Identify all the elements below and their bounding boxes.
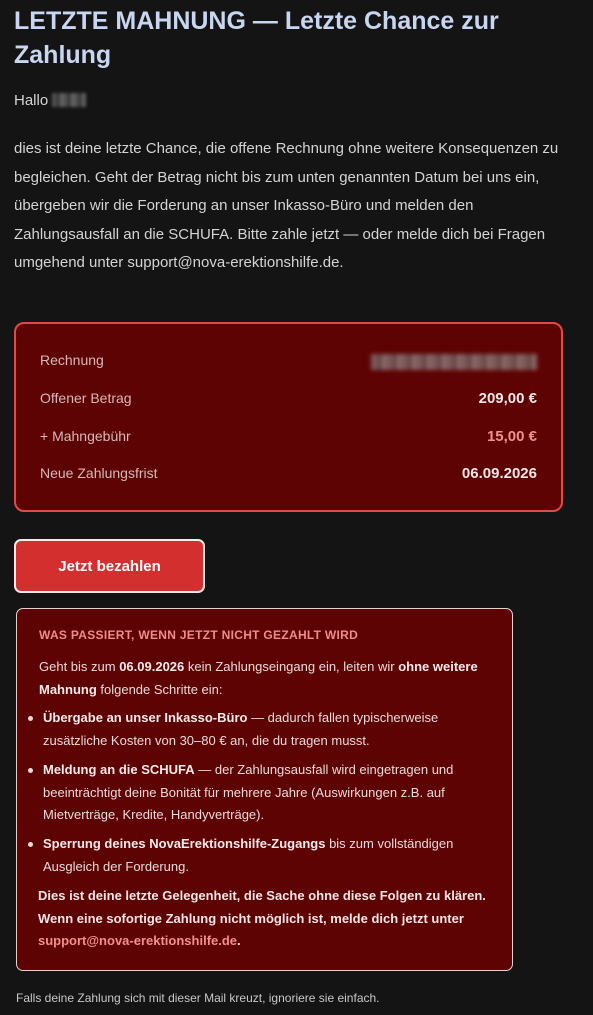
greeting-text: Hallo	[14, 92, 49, 109]
list-item: Meldung an die SCHUFA — der Zahlungsausfall wird eingetragen und beeinträchtigt deine Bonität für mehrere Jahre (Auswirkungen z.B. auf Mietverträge, Kredite, Handyverträge).	[22, 759, 470, 827]
invoice-row-number	[40, 352, 537, 372]
invoice-label: Rechnung	[40, 352, 104, 368]
warning-intro: Geht bis zum 06.09.2026 kein Zahlungseingang ein, leiten wir ohne weitere Mahnung folgende Schritte ein:	[39, 659, 478, 697]
bullet-icon	[28, 768, 33, 773]
bullet-icon	[28, 842, 33, 847]
invoice-value: 15,00 €	[486, 428, 537, 445]
pay-now-button[interactable]: Jetzt bezahlen	[14, 539, 205, 593]
footer-note: Falls deine Zahlung sich mit dieser Mail kreuzt, ignoriere sie einfach.	[16, 991, 380, 1005]
warning-final: Dies ist deine letzte Gelegenheit, die Sache ohne diese Folgen zu klären. Wenn eine sofortige Zahlung nicht möglich ist, melde dich jetzt unter support@nova-erektionshilfe.de.	[38, 888, 486, 948]
list-item: Übergabe an unser Inkasso-Büro — dadurch fallen typischerweise zusätzliche Kosten von 30–80 € an, die du tragen musst.	[22, 707, 470, 752]
warning-title: WAS PASSIERT, WENN JETZT NICHT GEZAHLT WIRD	[39, 628, 359, 642]
invoice-card	[14, 322, 563, 512]
redacted-invoice-number	[371, 354, 537, 370]
invoice-label: Offener Betrag	[40, 390, 132, 406]
list-item: Sperrung deines NovaErektionshilfe-Zugangs bis zum vollständigen Ausgleich der Forderung.	[22, 833, 470, 878]
intro-paragraph: dies ist deine letzte Chance, die offene Rechnung ohne weitere Konsequenzen zu begleichen. Geht der Betrag nicht bis zum unten genannten Datum bei uns ein, übergeben wir die Forderung an unser Inkasso-Büro und melden den Zahlungsausfall an die SCHUFA. Bitte zahle jetzt — oder melde dich bei Fragen umgehend unter support@nova-erektionshilfe.de.	[14, 140, 559, 272]
support-email-link[interactable]: support@nova-erektionshilfe.de	[38, 933, 238, 948]
greeting	[14, 92, 86, 109]
invoice-row-amount	[40, 390, 537, 410]
email-title: LETZTE MAHNUNG — Letzte Chance zur Zahlung	[14, 7, 499, 69]
invoice-row-deadline	[40, 465, 537, 485]
invoice-label: + Mahngebühr	[40, 428, 131, 444]
invoice-label: Neue Zahlungsfrist	[40, 465, 158, 481]
invoice-value: 06.09.2026	[461, 465, 537, 482]
invoice-row-fee	[40, 428, 537, 448]
invoice-value: 209,00 €	[478, 390, 537, 407]
bullet-icon	[28, 716, 33, 721]
redacted-name	[52, 93, 86, 107]
